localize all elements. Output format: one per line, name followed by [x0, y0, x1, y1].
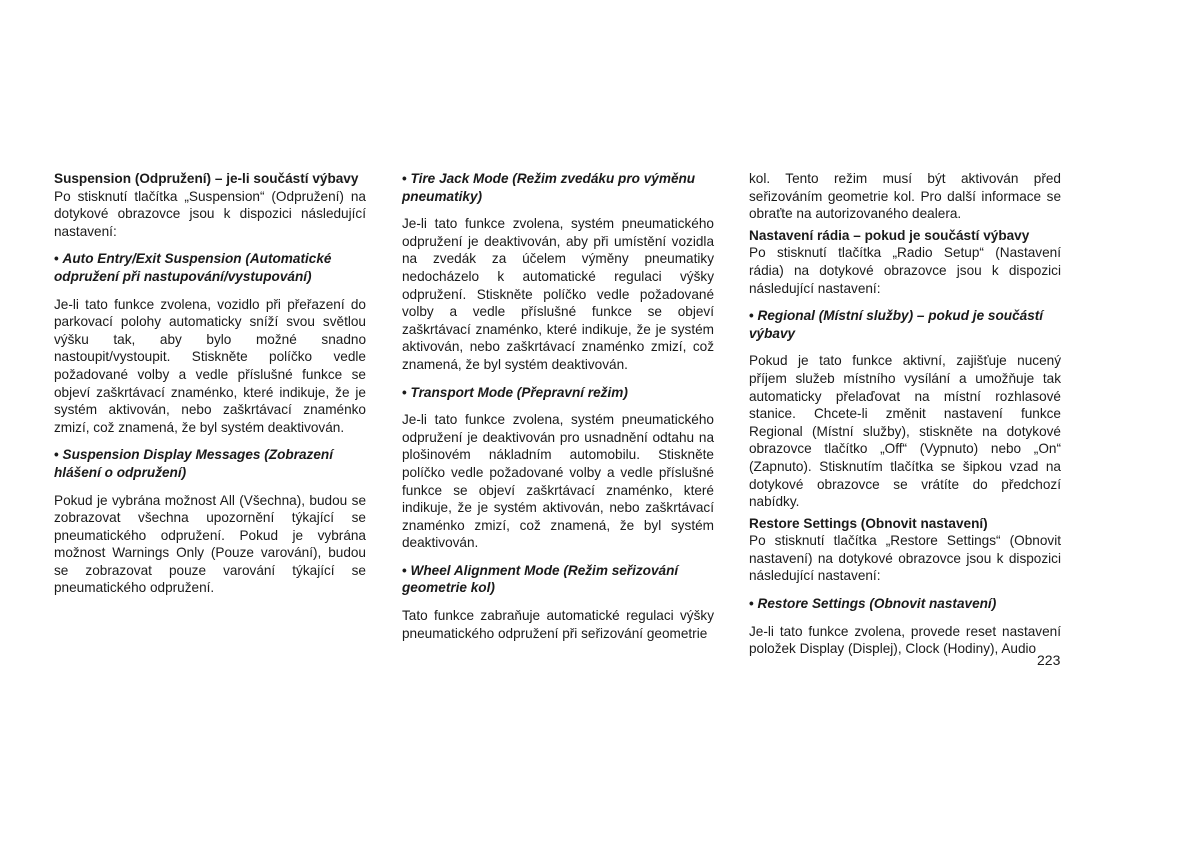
column-1 — [54, 170, 366, 607]
bullet-item — [402, 384, 714, 402]
bullet-item — [54, 446, 366, 481]
bullet-item — [749, 595, 1061, 613]
bullet-label: Suspension Display Messages (Zobrazení hlášení o odpružení) — [54, 447, 333, 480]
section-heading-restore: Restore Settings (Obnovit nastavení) — [749, 515, 988, 531]
paragraph: kol. Tento režim musí být aktivován před seřizováním geometrie kol. Pro další informace se obraťte na autorizovaného dealera. — [749, 171, 1061, 222]
paragraph: Je-li tato funkce zvolena, provede reset nastavení položek Display (Displej), Clock (Hodiny), Audio — [749, 623, 1061, 657]
paragraph: Pokud je vybrána možnost All (Všechna), budou se zobrazovat všechna upozornění týkající se pneumatického odpružení. Pokud je vybrána možnost Warnings Only (Pouze varování), budou se zobrazovat pouze varování týkající se pneumatického odpružení. — [54, 492, 366, 596]
bullet-label: Transport Mode (Přepravní režim) — [410, 384, 628, 400]
bullet-icon: • — [749, 596, 758, 612]
section-heading-radio: Nastavení rádia – pokud je součástí výbavy — [749, 227, 1030, 243]
section-heading-suspension: Suspension (Odpružení) – je-li součástí výbavy — [54, 171, 359, 186]
bullet-icon: • — [402, 171, 411, 186]
bullet-item — [402, 562, 714, 597]
bullet-label: Wheel Alignment Mode (Režim seřizování geometrie kol) — [402, 562, 679, 596]
bullet-label: Regional (Místní služby) – pokud je součástí výbavy — [749, 308, 1044, 341]
paragraph: Tato funkce zabraňuje automatické regulaci výšky pneumatického odpružení při seřizování geometrie — [402, 608, 714, 641]
column-3 — [749, 170, 1061, 668]
bullet-icon: • — [402, 384, 411, 400]
paragraph: Je-li tato funkce zvolena, systém pneumatického odpružení je deaktivován, aby při umístění vozidla na zvedák za účelem výměny pneumatiky nedocházelo k automatické regulaci výšky odpružení. Stiskněte políčko vedle požadované volby a vedle příslušné funkce se objeví zaškrtávací znaménko, které indikuje, že je systém aktivován, nebo zaškrtávací znaménko zmizí, což znamená, že byl systém deaktivován. — [402, 216, 714, 372]
bullet-item — [749, 307, 1061, 342]
paragraph: Po stisknutí tlačítka „Restore Settings“ (Obnovit nastavení) na dotykové obrazovce jsou k dispozici následující nastavení: — [749, 533, 1061, 584]
bullet-icon: • — [54, 447, 63, 463]
column-2 — [402, 170, 714, 652]
bullet-label: Tire Jack Mode (Režim zvedáku pro výměnu pneumatiky) — [402, 171, 696, 204]
bullet-icon: • — [749, 308, 758, 324]
paragraph: Je-li tato funkce zvolena, systém pneumatického odpružení je deaktivován pro usnadnění odtahu na plošinovém nákladním automobilu. Stiskněte políčko vedle požadované volby a vedle příslušné funkce se objeví zaškrtávací znaménko, které indikuje, že je systém aktivován, nebo zaškrtávací znaménko zmizí, což znamená, že byl systém deaktivován. — [402, 412, 714, 551]
bullet-label: Restore Settings (Obnovit nastavení) — [757, 596, 997, 612]
bullet-icon: • — [54, 251, 63, 267]
bullet-item — [54, 250, 366, 285]
paragraph: Pokud je tato funkce aktivní, zajišťuje nucený příjem služeb místního vysílání a umožňuje tak automaticky přelaďovat na místní rozhlasové stanice. Chcete-li změnit nastavení funkce Regional (Místní služby), stiskněte na dotykové obrazovce tlačítko „Off“ (Vypnuto) nebo „On“ (Zapnuto). Stisknutím tlačítka se šipkou vzad na dotykové obrazovce se vrátíte do předchozí nabídky. — [749, 353, 1061, 510]
page-number: 223 — [1037, 652, 1061, 668]
bullet-icon: • — [402, 562, 411, 578]
bullet-item — [402, 170, 714, 205]
paragraph: Po stisknutí tlačítka „Suspension“ (Odpružení) na dotykové obrazovce jsou k dispozici následující nastavení: — [54, 188, 366, 239]
paragraph: Je-li tato funkce zvolena, vozidlo při přeřazení do parkovací polohy automaticky sníží svou světlou výšku tak, aby bylo možné snadno nastoupit/vystoupit. Stiskněte políčko vedle požadované volby a vedle příslušné funkce se objeví zaškrtávací znaménko, které indikuje, že je systém aktivován, nebo zaškrtávací znaménko zmizí, což znamená, že byl systém deaktivován. — [54, 296, 366, 435]
bullet-label: Auto Entry/Exit Suspension (Automatické odpružení při nastupování/vystupování) — [54, 251, 332, 284]
paragraph: Po stisknutí tlačítka „Radio Setup“ (Nastavení rádia) na dotykové obrazovce jsou k dispozici následující nastavení: — [749, 245, 1061, 296]
